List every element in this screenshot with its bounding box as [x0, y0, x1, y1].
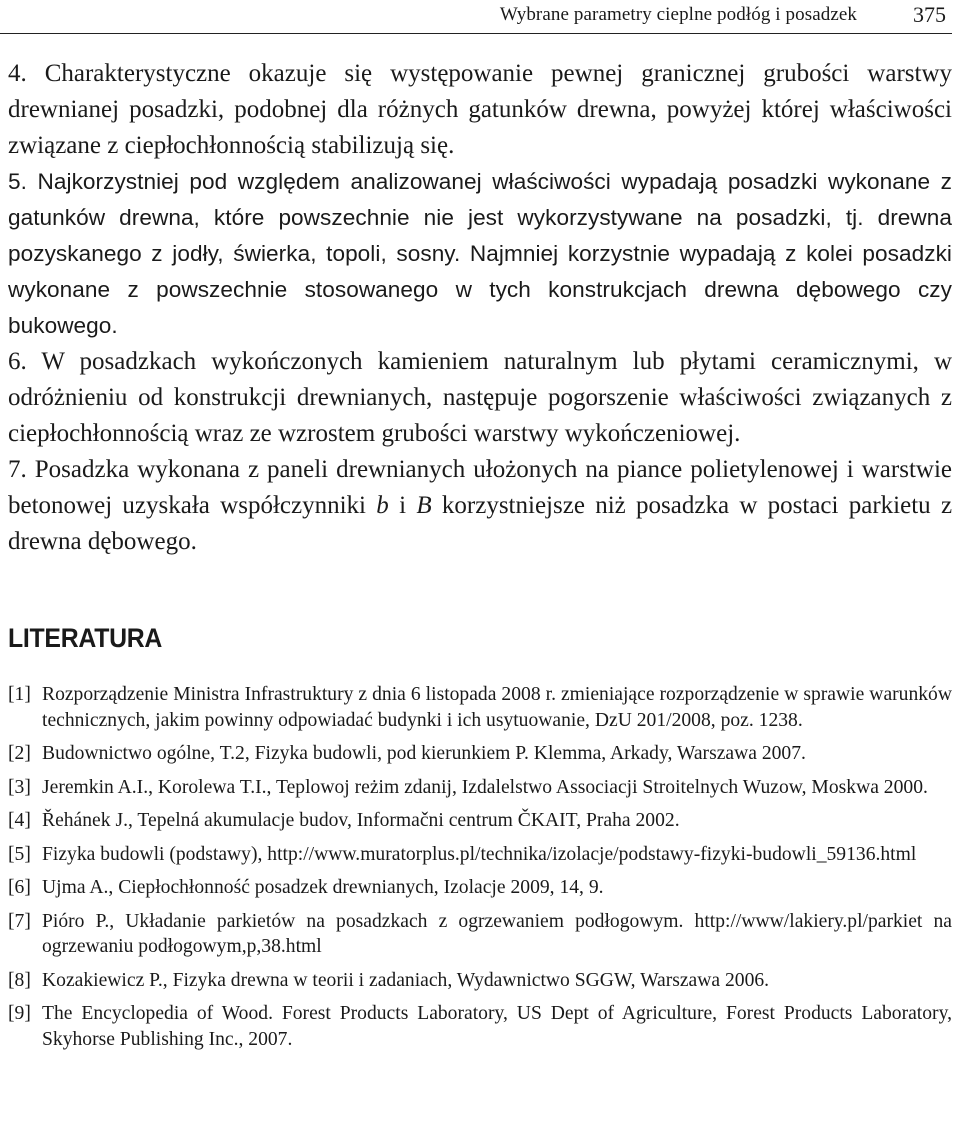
conclusion-number: 4. — [8, 60, 27, 87]
reference-item — [8, 808, 952, 834]
reference-text: Budownictwo ogólne, T.2, Fizyka budowli, pod kierunkiem P. Klemma, Arkady, Warszawa 2007. — [42, 743, 806, 764]
reference-item — [8, 682, 952, 733]
running-title: Wybrane parametry cieplne podłóg i posadzek — [499, 4, 857, 25]
reference-label: [2] — [8, 743, 31, 764]
symbol-B: B — [416, 492, 432, 519]
conclusion-item — [8, 56, 952, 164]
conclusion-number: 6. — [8, 348, 27, 375]
reference-item — [8, 968, 952, 994]
reference-label: [6] — [8, 877, 31, 898]
reference-text: Pióro P., Układanie parkietów na posadzkach z ogrzewaniem podłogowym. http://www/lakiery.pl/parkiet na ogrzewaniu podłogowym,p,38.html — [42, 910, 952, 957]
reference-item — [8, 741, 952, 767]
reference-text: Rozporządzenie Ministra Infrastruktury z dnia 6 listopada 2008 r. zmieniające rozporządzenie w sprawie warunków technicznych, jakim powinny odpowiadać budynki i ich usytuowanie, DzU 201/2008, poz. 1238. — [42, 684, 952, 731]
reference-text: Fizyka budowli (podstawy), http://www.muratorplus.pl/technika/izolacje/podstawy-fizyki-budowli_59136.html — [42, 843, 917, 865]
reference-label: [4] — [8, 810, 31, 831]
conclusion-item — [8, 344, 952, 452]
literature-heading: LITERATURA — [8, 623, 163, 653]
conclusions-list — [8, 56, 952, 560]
reference-item — [8, 909, 952, 960]
conclusion-text: Charakterystyczne okazuje się występowanie pewnej granicznej grubości warstwy drewnianej posadzki, podobnej dla różnych gatunków drewna, powyżej której właściwości związane z ciepłochłonnością stabilizują się. — [8, 60, 953, 159]
reference-label: [5] — [8, 843, 31, 865]
reference-text: Ujma A., Ciepłochłonność posadzek drewnianych, Izolacje 2009, 14, 9. — [42, 877, 604, 898]
conclusion-text-end: korzystniejsze niż posadzka w postaci parkietu z drewna dębowego. — [8, 492, 953, 555]
conclusion-text: Najkorzystniej pod względem analizowanej właściwości wypadają posadzki wykonane z gatunków drewna, które powszechnie nie jest wykorzystywane na posadzki, tj. drewna pozyskanego z jodły, świerka, topoli, sosny. Najmniej korzystnie wypadają z kolei posadzki wykonane z powszechnie stosowanego w tych konstrukcjach drewna dębowego czy bukowego. — [8, 169, 952, 338]
conclusion-text: W posadzkach wykończonych kamieniem naturalnym lub płytami ceramicznymi, w odróżnieniu od konstrukcji drewnianych, następuje pogorszenie właściwości związanych z ciepłochłonnością wraz ze wzrostem grubości warstwy wykończeniowej. — [8, 348, 952, 447]
conclusion-text: Posadzka wykonana z paneli drewnianych ułożonych na piance polietylenowej i warstwie betonowej uzyskała współczynniki — [8, 456, 953, 519]
conjunction: i — [399, 492, 407, 519]
reference-text: Kozakiewicz P., Fizyka drewna w teorii i zadaniach, Wydawnictwo SGGW, Warszawa 2006. — [42, 969, 770, 991]
conclusion-number: 5. — [8, 169, 27, 194]
reference-item — [8, 775, 952, 801]
reference-label: [3] — [8, 776, 31, 798]
conclusion-item — [8, 452, 952, 560]
page-header — [0, 0, 952, 34]
reference-label: [9] — [8, 1003, 31, 1024]
reference-label: [7] — [8, 910, 31, 932]
reference-list — [8, 682, 952, 1060]
reference-text: The Encyclopedia of Wood. Forest Products Laboratory, US Dept of Agriculture, Forest Products Laboratory, Skyhorse Publishing Inc., 2007. — [42, 1003, 952, 1050]
page-number: 375 — [913, 2, 946, 27]
reference-label: [8] — [8, 969, 31, 991]
reference-text: Jeremkin A.I., Korolewa T.I., Teplowoj reżim zdanij, Izdalelstwo Associacji Stroitelnych Wuzow, Moskwa 2000. — [42, 776, 928, 798]
conclusion-number: 7. — [8, 456, 27, 483]
reference-item — [8, 875, 952, 901]
reference-label: [1] — [8, 684, 31, 705]
conclusion-item — [8, 164, 952, 344]
reference-item — [8, 842, 952, 868]
reference-text: Řehánek J., Tepelná akumulacje budov, Informačni centrum ČKAIT, Praha 2002. — [42, 810, 680, 831]
reference-item — [8, 1001, 952, 1052]
symbol-b: b — [376, 492, 389, 519]
